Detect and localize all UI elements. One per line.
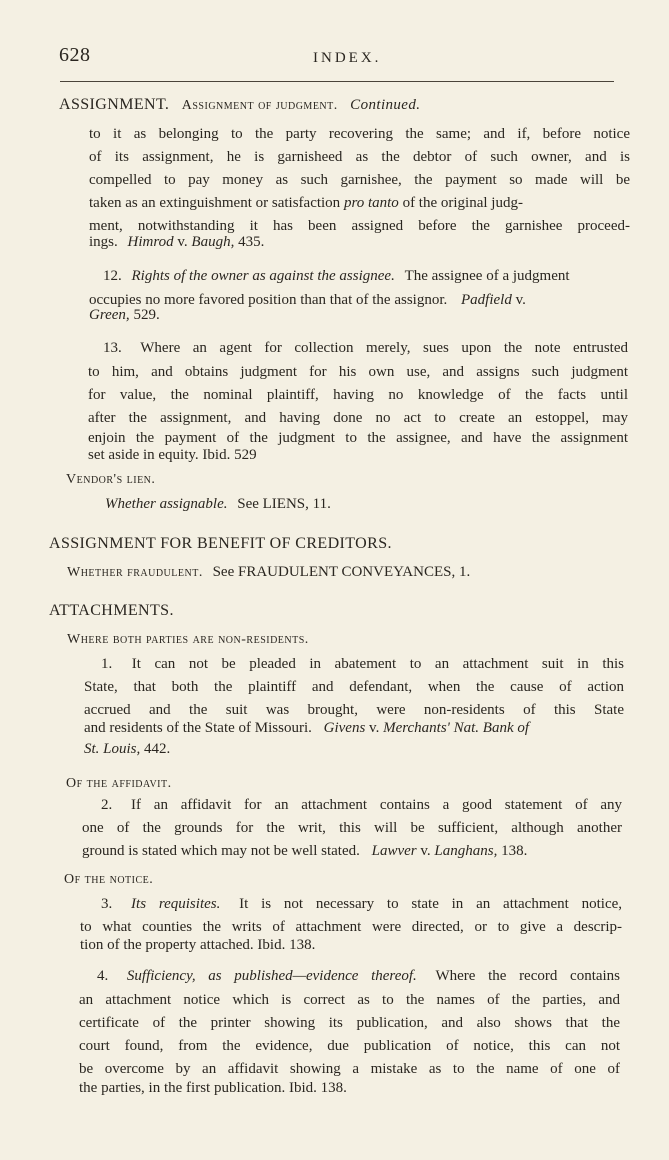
text-fragment: If an affidavit for an attachment contains a good statement of any	[131, 797, 622, 813]
paragraph-number: 13.	[103, 340, 122, 356]
citation: 529.	[133, 307, 160, 323]
text-fragment: Where an agent for collection merely, sues upon the note entrusted	[140, 340, 628, 356]
text-line	[84, 741, 170, 758]
case-name: St. Louis,	[84, 741, 141, 757]
paragraph-number: 3.	[101, 896, 113, 912]
paragraph-title: Sufficiency, as published—evidence thereof.	[126, 968, 417, 984]
paragraph-2-line	[101, 797, 622, 814]
text-line: of its assignment, he is garnisheed as the debtor of such owner, and is	[89, 149, 630, 165]
text-line: enjoin the payment of the judgment to the assignee, and have the assignment	[88, 430, 628, 446]
paragraph-12-line	[103, 268, 630, 285]
case-name: Merchants' Nat. Bank of	[383, 720, 530, 736]
text-line: for value, the nominal plaintiff, having no knowledge of the facts until	[88, 387, 628, 403]
text-fragment: It is not necessary to state in an attachment notice,	[239, 896, 623, 912]
text-fragment: ings.	[89, 234, 118, 250]
text-line: to what counties the writs of attachment were directed, or to give a descrip-	[80, 919, 622, 935]
paragraph-number: 2.	[101, 797, 113, 813]
case-versus: v.	[177, 234, 188, 250]
text-fragment: and residents of the State of Missouri.	[84, 720, 312, 736]
case-name: Padfield	[461, 292, 512, 308]
page-number: 628	[59, 44, 91, 66]
text-line: ment, notwithstanding it has been assigned before the garnishee proceed-	[89, 218, 630, 234]
vendors-lien-label: Vendor's lien.	[66, 472, 156, 487]
text-fragment: occupies no more favored position than that of the assignor.	[89, 292, 448, 308]
case-name: Lawver	[371, 843, 417, 859]
text-line	[89, 307, 160, 324]
sub-heading-non-residents: Where both parties are non-residents.	[67, 632, 309, 647]
text-line	[89, 234, 264, 251]
cross-reference: See FRAUDULENT CONVEYANCES, 1.	[212, 564, 471, 580]
case-name: Baugh,	[191, 234, 235, 250]
case-name: Green,	[89, 307, 130, 323]
text-line: certificate of the printer showing its publication, and also shows that the	[79, 1015, 620, 1031]
vendors-lien-line	[105, 496, 331, 513]
text-line: be overcome by an affidavit showing a mistake as to the name of one of	[79, 1061, 620, 1077]
fraudulent-line	[67, 564, 470, 581]
text-line: State, that both the plaintiff and defendant, when the cause of action	[84, 679, 624, 695]
text-line: to him, and obtains judgment for his own use, and assigns such judgment	[88, 364, 628, 380]
paragraph-4-line	[97, 968, 620, 985]
paragraph-title: Its requisites.	[131, 896, 221, 912]
text-line: accrued and the suit was brought, were non-residents of this State	[84, 702, 624, 718]
paragraph-number: 12.	[103, 268, 122, 284]
paragraph-13-line	[103, 340, 628, 357]
header-rule	[60, 81, 614, 82]
text-line	[89, 292, 630, 309]
case-name: Langhans,	[434, 843, 498, 859]
text-line	[89, 195, 630, 212]
latin-phrase: pro tanto	[343, 195, 399, 211]
italic-phrase: Whether assignable.	[105, 496, 228, 512]
text-line: set aside in equity. Ibid. 529	[88, 447, 257, 463]
entry-heading-assignment	[59, 96, 420, 114]
case-versus: v.	[420, 843, 431, 859]
citation: 442.	[144, 741, 171, 757]
text-line: to it as belonging to the party recovering the same; and if, before notice	[89, 126, 630, 142]
paragraph-1-line	[101, 656, 624, 673]
text-line: compelled to pay money as such garnishee, the payment so made will be	[89, 172, 630, 188]
sub-heading-affidavit: Of the affidavit.	[66, 776, 172, 791]
entry-heading-attachments: ATTACHMENTS.	[49, 602, 174, 619]
text-line: an attachment notice which is correct as to the names of the parties, and	[79, 992, 620, 1008]
cross-reference: See LIENS, 11.	[237, 496, 331, 512]
paragraph-number: 4.	[97, 968, 109, 984]
paragraph-3-line	[101, 896, 622, 913]
text-line: tion of the property attached. Ibid. 138.	[80, 937, 316, 953]
text-fragment: Where the record contains	[435, 968, 621, 984]
sub-heading-notice: Of the notice.	[64, 872, 154, 887]
text-line: court found, from the evidence, due publication of notice, this can not	[79, 1038, 620, 1054]
sub-label: Whether fraudulent.	[67, 565, 203, 580]
case-name: Givens	[323, 720, 366, 736]
text-line: after the assignment, and having done no act to create an estoppel, may	[88, 410, 628, 426]
case-versus: v.	[369, 720, 380, 736]
case-name: Himrod	[127, 234, 174, 250]
text-fragment: of the original judg-	[402, 195, 523, 211]
paragraph-number: 1.	[101, 656, 113, 672]
text-line	[84, 720, 624, 737]
citation: 435.	[238, 234, 265, 250]
citation: 138.	[501, 843, 528, 859]
continued-text: Continued.	[350, 97, 421, 113]
text-fragment: taken as an extinguishment or satisfaction	[89, 195, 341, 211]
text-fragment: ground is stated which may not be well stated.	[82, 843, 360, 859]
text-line: the parties, in the first publication. Ibid. 138.	[79, 1080, 347, 1096]
running-head: INDEX.	[313, 50, 382, 66]
case-versus: v.	[515, 292, 526, 308]
text-fragment: It can not be pleaded in abatement to an attachment suit in this	[131, 656, 624, 672]
entry-heading-assignment-creditors: ASSIGNMENT FOR BENEFIT OF CREDITORS.	[49, 535, 392, 552]
subheading-text: Assignment of judgment.	[181, 98, 338, 113]
text-line	[82, 843, 622, 860]
heading-text: ASSIGNMENT.	[59, 96, 170, 113]
text-fragment: The assignee of a judgment	[404, 268, 570, 284]
text-line: one of the grounds for the writ, this will be sufficient, although another	[82, 820, 622, 836]
paragraph-title: Rights of the owner as against the assignee.	[131, 268, 395, 284]
